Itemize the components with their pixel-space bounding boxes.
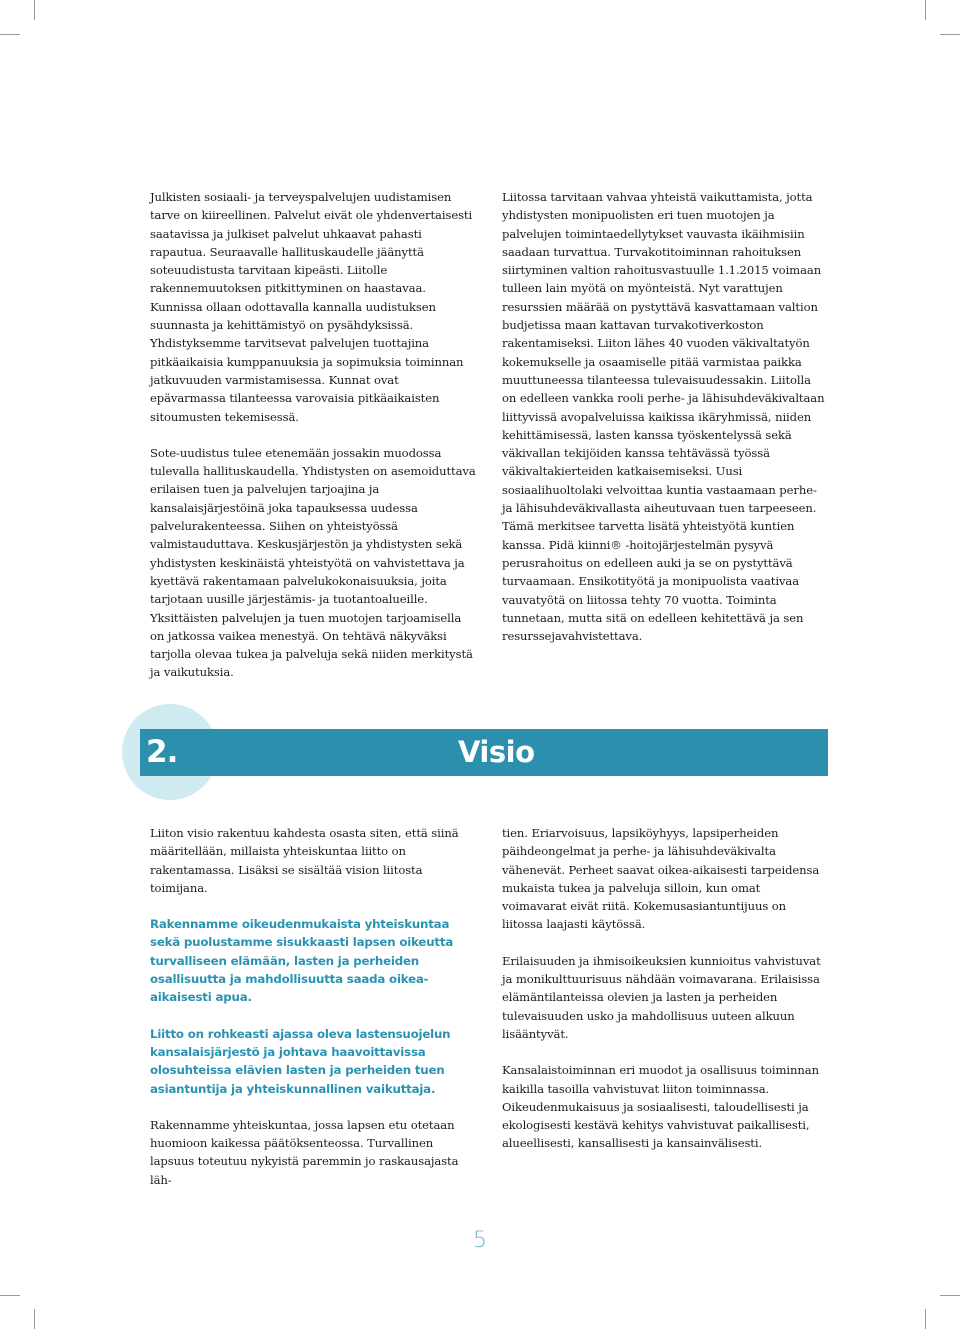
paragraph: Liiton visio rakentuu kahdesta osasta siten, että siinä määritellään, millaista yhteiskuntaa liitto on rakentamassa. Lisäksi se sisältää vision liitosta toimijana. [150, 826, 459, 895]
paragraph: Kansalaistoiminnan eri muodot ja osallisuus toiminnan kaikilla tasoilla vahvistuvat liiton toiminnassa. Oikeudenmukaisuus ja sosiaalisesti, taloudellisesti ja ekologisesti kestävä kehitys vahvistuvat paikallisesti, alueellisesti, kansallisesti ja kansainvälisesti. [502, 1063, 819, 1151]
paragraph: Sote-uudistus tulee etenemään jossakin muodossa tulevalla hallituskaudella. Yhdistysten on asemoiduttava erilaisen tuen ja palvelujen tarjoajina ja kansalaisjärjestöinä joka tapauksessa uudessa palvelurakenteessa. Siihen on yhteistyössä valmistauduttava. Keskusjärjestön ja yhdistysten sekä yhdistysten keskinäistä yhteistyötä on vahvistettava ja kyettävä rakentamaan palvelukokonaisuuksia, joita tarjotaan uusille järjestämis- ja tuotantoalueille. Yksittäisten palvelujen ja tuen muotojen tarjoamisella on jatkossa vaikea menestyä. On tehtävä näkyväksi tarjolla olevaa tukea ja palveluja sekä niiden merkitystä ja vaikutuksia. [150, 445, 476, 680]
crop-mark [34, 0, 35, 20]
section-number: 2. [146, 734, 178, 770]
crop-mark [34, 1309, 35, 1329]
crop-mark [940, 1295, 960, 1296]
bottom-right-column [502, 824, 828, 1153]
paragraph: tien. Eriarvoisuus, lapsiköyhyys, lapsiperheiden päihdeongelmat ja perhe- ja lähisuhdeväkivalta vähenevät. Perheet saavat oikea-aikaisesti tarpeidensa mukaista tukea ja palveluja silloin, kun omat voimavarat eivät riitä. Kokemusasiantuntijuus on liitossa laajasti käytössä. [502, 826, 820, 932]
crop-mark [940, 34, 960, 35]
paragraph: Erilaisuuden ja ihmisoikeuksien kunnioitus vahvistuvat ja monikulttuurisuus nähdään voimavarana. Erilaisissa elämäntilanteissa olevien ja lasten ja perheiden tulevaisuuden usko ja mahdollisuus uuteen alkuun lisääntyvät. [502, 953, 821, 1041]
bottom-left-column [150, 824, 476, 1189]
page-number: 5 [473, 1228, 487, 1253]
section-title: Visio [458, 735, 535, 769]
top-right-column [502, 188, 828, 645]
section-header-band [170, 729, 828, 776]
vision-highlight: Liitto on rohkeasti ajassa oleva lastensuojelun kansalaisjärjestö ja johtava haavoittavissa olosuhteissa elävien lasten ja perheiden tuen asiantuntija ja yhteiskunnallinen vaikuttaja. [150, 1026, 451, 1096]
crop-mark [925, 1309, 926, 1329]
vision-highlight: Rakennamme oikeudenmukaista yhteiskuntaa sekä puolustamme sisukkaasti lapsen oikeutta turvalliseen elämään, lasten ja perheiden osallisuutta ja mahdollisuutta saada oikea-aikaisesti apua. [150, 917, 454, 1005]
paragraph: Rakennamme yhteiskuntaa, jossa lapsen etu otetaan huomioon kaikessa päätöksenteossa. Turvallinen lapsuus toteutuu nykyistä paremmin jo raskausajasta läh- [150, 1117, 459, 1187]
crop-mark [0, 1295, 20, 1296]
top-left-column [150, 188, 476, 682]
crop-mark [0, 34, 20, 35]
paragraph: Julkisten sosiaali- ja terveyspalvelujen uudistamisen tarve on kiireellinen. Palvelut eivät ole yhdenvertaisesti saatavissa ja julkiset palvelut uhkaavat pahasti rapautua. Seuraavalle hallituskaudelle jäänyttä soteuudistusta tarvitaan kipeästi. Liitolle rakennemuutoksen pitkittyminen on haastavaa. Kunnissa ollaan odottavalla kannalla uudistuksen suunnasta ja kehittämistyö on pysähdyksissä. Yhdistyksemme tarvitsevat palvelujen tuottajina pitkäaikaisia kumppanuuksia ja sopimuksia toiminnan jatkuvuuden varmistamisessa. Kunnat ovat epävarmassa tilanteessa varovaisia pitkäaikaisten sitoumusten tekemisessä. [150, 190, 473, 424]
paragraph: Liitossa tarvitaan vahvaa yhteistä vaikuttamista, jotta yhdistysten monipuolisten eri tuen muotojen ja palvelujen toimintaedellytykset vauvasta ikäihmisiin saadaan turvattua. Turvakotitoiminnan rahoituksen siirtyminen valtion rahoitusvastuulle 1.1.2015 voimaan tulleen lain myötä on myönteistä. Nyt varattujen resurssien määrää on pystyttävä kasvattamaan valtion budjetissa maan kattavan turvakotiverkoston rakentamiseksi. Liiton lähes 40 vuoden väkivaltatyön kokemukselle ja osaamiselle pitää varmistaa paikka muuttuneessa tilanteessa tulevaisuudessakin. Liitolla on edelleen vankka rooli perhe- ja lähisuhdeväkivaltaan liittyvissä avopalveluissa kaikissa ikäryhmissä, niiden kehittämisessä, lasten kanssa työskentelyssä sekä väkivallan tekijöiden kanssa tehtävässä työssä väkivaltakierteiden katkaisemiseksi. Uusi sosiaalihuoltolaki velvoittaa kuntia vastaamaan perhe- ja lähisuhdeväkivallasta aiheutuvaan tuen tarpeeseen. Tämä merkitsee tarvetta lisätä yhteistyötä kuntien kanssa. Pidä kiinni® -hoitojärjestelmän pysyvä perusrahoitus on edelleen auki ja se on pystyttävä turvaamaan. Ensikotityötä ja monipuolista vaativaa vauvatyötä on liitossa tehty 70 vuotta. Toiminta tunnetaan, mutta sitä on edelleen kehitettävä ja sen resurssejavahvistettava. [502, 190, 825, 644]
crop-mark [925, 0, 926, 20]
